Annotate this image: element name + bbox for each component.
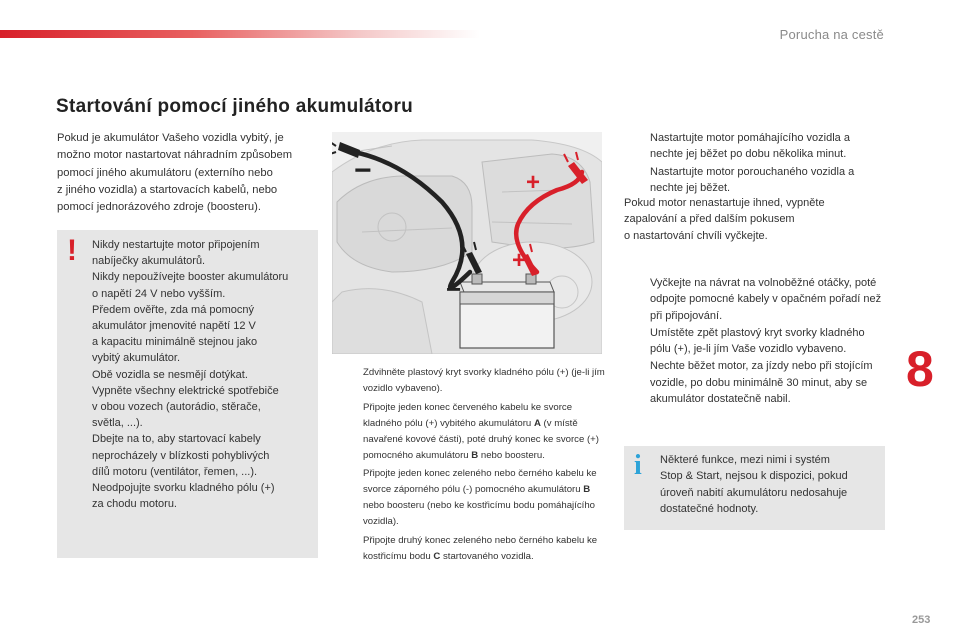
battery-reference-label: A — [533, 417, 541, 429]
step-item — [624, 130, 886, 163]
step-text: Připojte jeden konec červeného kabelu ke svorce kladného pólu (+) vybitého akumulátoru — [363, 401, 573, 429]
info-text: Některé funkce, mezi nimi i systém Stop & Start, nejsou k dispozici, pokud úroveň nabití akumulátoru nedosahuje dostatečné hodnoty. — [660, 454, 848, 515]
plus-top-label: + — [526, 169, 541, 196]
intro-paragraph: Pokud je akumulátor Vašeho vozidla vybitý, je možno motor nastartovat náhradním způsobem pomocí jiného akumulátoru (externího nebo z jiného vozidla) a startovacích kabelů, nebo pomocí jednorázového zdroje (boosteru). — [57, 132, 293, 214]
step-item — [340, 466, 608, 530]
spare-battery — [460, 274, 554, 348]
step-text: nebo boosteru. — [478, 449, 545, 461]
step-text: Připojte jeden konec zeleného nebo černého kabelu ke svorce záporného pólu (-) pomocného akumulátoru — [363, 468, 597, 496]
section-title: Startování pomocí jiného akumulátoru — [56, 96, 414, 117]
minus-bottom-label: − — [446, 274, 462, 304]
warning-text: Nikdy nestartujte motor připojením nabíječky akumulátorů. Nikdy nepoužívejte booster akumulátoru o napětí 24 V nebo vyšším. Předem ověřte, zda má pomocný akumulátor jmenovité napětí 12 V a kapacitu minimálně stejnou jako vybitý akumulátor. Obě vozidla se nesmějí dotýkat. Vypněte všechny elektrické spotřebiče v obou vozech (autorádio, stěrače, světla, ...). Dbejte na to, aby startovací kabely neprocházely v blízkosti pohyblivých dílů motoru (ventilátor, řemen, ...). Neodpojujte svorku kladného pólu (+) za chodu motoru. — [92, 239, 289, 511]
step-item — [340, 400, 608, 464]
step-item — [340, 533, 608, 565]
battery-reference-label: B — [583, 484, 591, 496]
step-text: startovaného vozidla. — [440, 550, 534, 562]
step-item — [624, 325, 886, 358]
step-text: nebo boosteru (nebo ke kostřicímu bodu pomáhajícího vozidla). — [363, 500, 595, 528]
step-item — [624, 275, 886, 324]
steps-list-middle — [340, 365, 608, 568]
plus-bottom-label: + — [512, 247, 527, 274]
info-box — [624, 446, 885, 530]
steps-list-right-top — [624, 130, 886, 197]
page-number: 253 — [912, 614, 931, 626]
step-item — [340, 365, 608, 397]
step-text: Zdvihněte plastový kryt svorky kladného pólu (+) (je-li jím vozidlo vybaveno). — [363, 367, 605, 394]
step-text: Nastartujte motor porouchaného vozidla a nechte jej běžet. — [650, 165, 855, 194]
steps-list-right-bottom — [624, 275, 886, 408]
engine-bay-drawing — [332, 132, 602, 354]
warning-icon: ! — [67, 234, 77, 267]
warning-box — [57, 230, 318, 558]
chapter-header: Porucha na cestě — [779, 27, 884, 42]
chapter-number: 8 — [906, 341, 934, 397]
retry-note: Pokud motor nenastartuje ihned, vypněte zapalování a před dalším pokusem o nastartování chvíli vyčkejte. — [624, 197, 825, 242]
battery-reference-label: C — [433, 550, 441, 562]
step-text: Umístěte zpět plastový kryt svorky kladného pólu (+), je-li jím Vaše vozidlo vybaveno. — [650, 326, 865, 356]
header-accent-bar — [0, 30, 480, 38]
step-text: (v místě navařené kovové části), poté druhý konec ke svorce (+) pomocného akumulátoru — [363, 417, 599, 461]
minus-top-label: − — [354, 154, 372, 187]
step-text: Nechte běžet motor, za jízdy nebo při stojícím vozidle, po dobu minimálně 30 minut, aby se akumulátor dostatečně nabil. — [650, 360, 873, 406]
step-text: Vyčkejte na návrat na volnoběžné otáčky, poté odpojte pomocné kabely v opačném pořadí než při připojování. — [650, 277, 882, 322]
step-item — [624, 358, 886, 407]
step-item — [624, 164, 886, 197]
battery-reference-label: B — [471, 449, 479, 461]
step-text: Připojte druhý konec zeleného nebo černého kabelu ke kostřicímu bodu — [363, 535, 598, 562]
jump-start-illustration — [332, 132, 602, 354]
step-text: Nastartujte motor pomáhajícího vozidla a nechte jej běžet po dobu několika minut. — [650, 132, 850, 161]
info-icon: i — [634, 450, 642, 481]
